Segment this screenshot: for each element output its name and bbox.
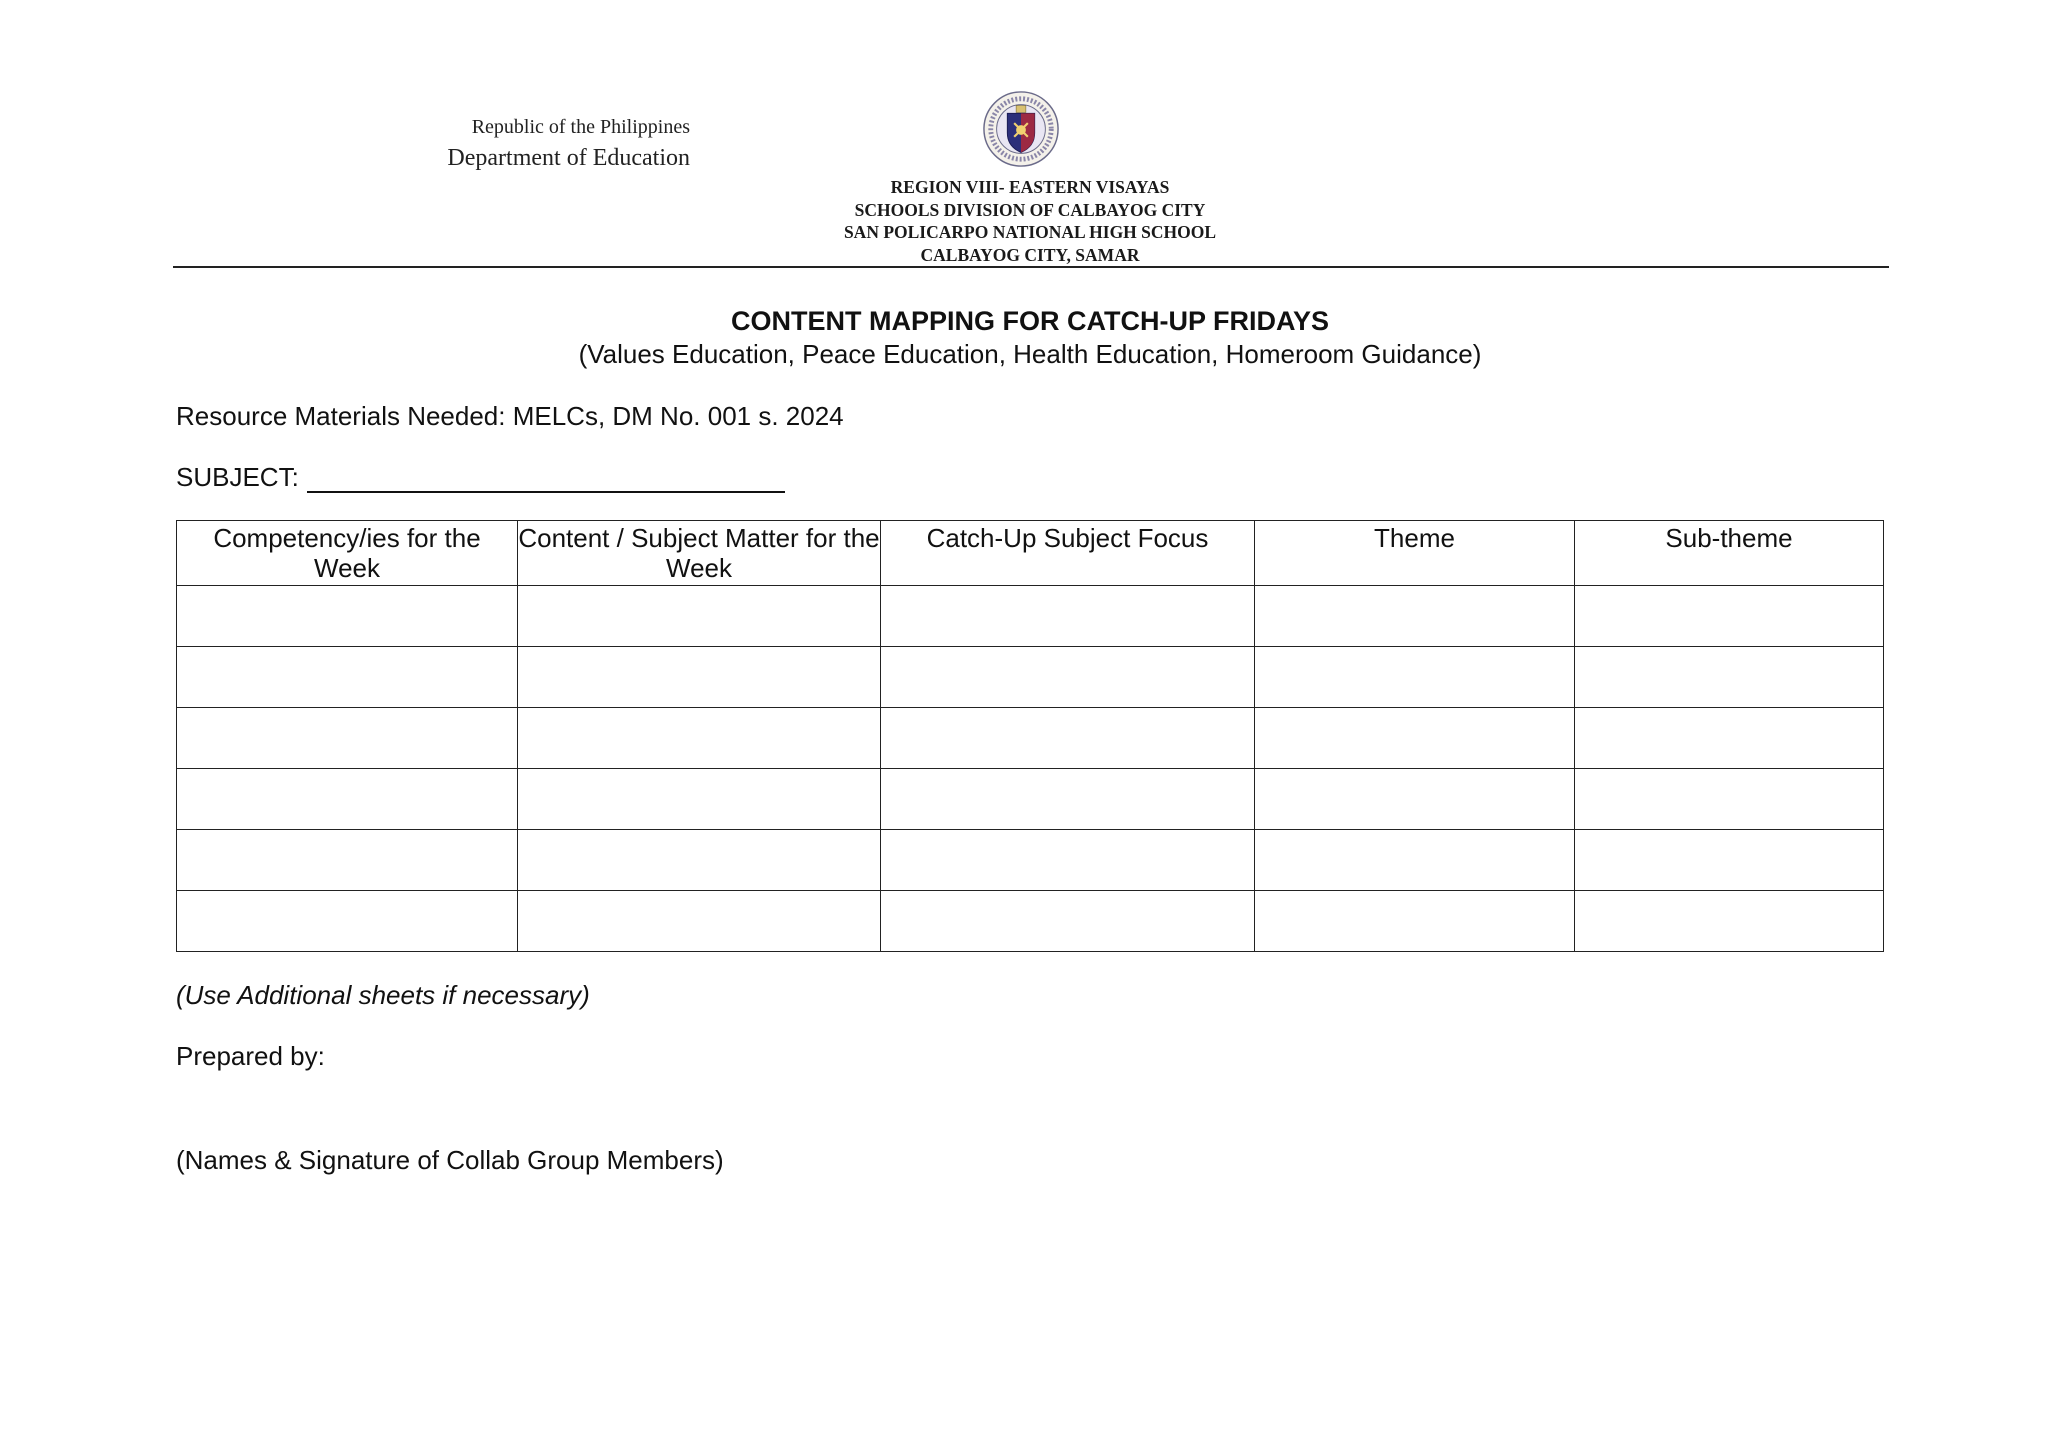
subject-label: SUBJECT: bbox=[176, 462, 299, 492]
prepared-by-label: Prepared by: bbox=[176, 1041, 325, 1071]
table-cell[interactable] bbox=[881, 891, 1255, 952]
table-row bbox=[177, 769, 1884, 830]
table-cell[interactable] bbox=[518, 586, 881, 647]
table-header-row bbox=[177, 521, 1884, 586]
table-cell[interactable] bbox=[177, 769, 518, 830]
region-line: REGION VIII- EASTERN VISAYAS bbox=[890, 177, 1170, 197]
document-subtitle: (Values Education, Peace Education, Health Education, Homeroom Guidance) bbox=[578, 339, 1482, 369]
department-label: Department of Education bbox=[447, 145, 690, 171]
table-row bbox=[177, 891, 1884, 952]
region-block bbox=[700, 176, 1360, 266]
table-cell[interactable] bbox=[881, 769, 1255, 830]
header-content: Content / Subject Matter for the Week bbox=[518, 521, 881, 586]
subject-row bbox=[176, 462, 785, 493]
table-cell[interactable] bbox=[177, 830, 518, 891]
school-line: SAN POLICARPO NATIONAL HIGH SCHOOL bbox=[843, 222, 1217, 242]
table-row bbox=[177, 708, 1884, 769]
division-line: SCHOOLS DIVISION OF CALBAYOG CITY bbox=[854, 199, 1206, 220]
table-cell[interactable] bbox=[1575, 708, 1884, 769]
table-cell[interactable] bbox=[177, 647, 518, 708]
table-cell[interactable] bbox=[518, 769, 881, 830]
table-cell[interactable] bbox=[1255, 708, 1575, 769]
table-cell[interactable] bbox=[1255, 647, 1575, 708]
table-row bbox=[177, 647, 1884, 708]
table-cell[interactable] bbox=[518, 708, 881, 769]
table-cell[interactable] bbox=[881, 586, 1255, 647]
additional-sheets-note: (Use Additional sheets if necessary) bbox=[176, 980, 590, 1010]
deped-seal-icon bbox=[982, 90, 1060, 168]
table-cell[interactable] bbox=[881, 830, 1255, 891]
table-cell[interactable] bbox=[881, 647, 1255, 708]
republic-label: Republic of the Philippines bbox=[471, 116, 690, 138]
header-competency: Competency/ies for the Week bbox=[177, 521, 518, 586]
table-cell[interactable] bbox=[1575, 647, 1884, 708]
table-cell[interactable] bbox=[177, 708, 518, 769]
content-mapping-table bbox=[176, 520, 1884, 952]
header-sub-theme: Sub-theme bbox=[1575, 521, 1884, 586]
table-row bbox=[177, 830, 1884, 891]
header-divider bbox=[173, 266, 1889, 268]
table-cell[interactable] bbox=[1575, 830, 1884, 891]
table-row bbox=[177, 586, 1884, 647]
table-cell[interactable] bbox=[177, 586, 518, 647]
document-title: CONTENT MAPPING FOR CATCH-UP FRIDAYS bbox=[730, 306, 1330, 336]
table-cell[interactable] bbox=[1255, 586, 1575, 647]
table-cell[interactable] bbox=[1255, 830, 1575, 891]
table-cell[interactable] bbox=[1575, 769, 1884, 830]
header-theme: Theme bbox=[1255, 521, 1575, 586]
table-cell[interactable] bbox=[881, 708, 1255, 769]
table-cell[interactable] bbox=[1255, 769, 1575, 830]
table-cell[interactable] bbox=[518, 891, 881, 952]
resource-materials-text: Resource Materials Needed: MELCs, DM No. 001 s. 2024 bbox=[176, 401, 844, 431]
table-cell[interactable] bbox=[1575, 586, 1884, 647]
table-cell[interactable] bbox=[177, 891, 518, 952]
names-signature-label: (Names & Signature of Collab Group Members) bbox=[176, 1145, 724, 1175]
subject-blank-line[interactable] bbox=[307, 465, 785, 493]
city-line: CALBAYOG CITY, SAMAR bbox=[920, 244, 1140, 265]
table-cell[interactable] bbox=[1575, 891, 1884, 952]
table-cell[interactable] bbox=[518, 647, 881, 708]
table-cell[interactable] bbox=[1255, 891, 1575, 952]
table-cell[interactable] bbox=[518, 830, 881, 891]
header-subject-focus: Catch-Up Subject Focus bbox=[881, 521, 1255, 586]
